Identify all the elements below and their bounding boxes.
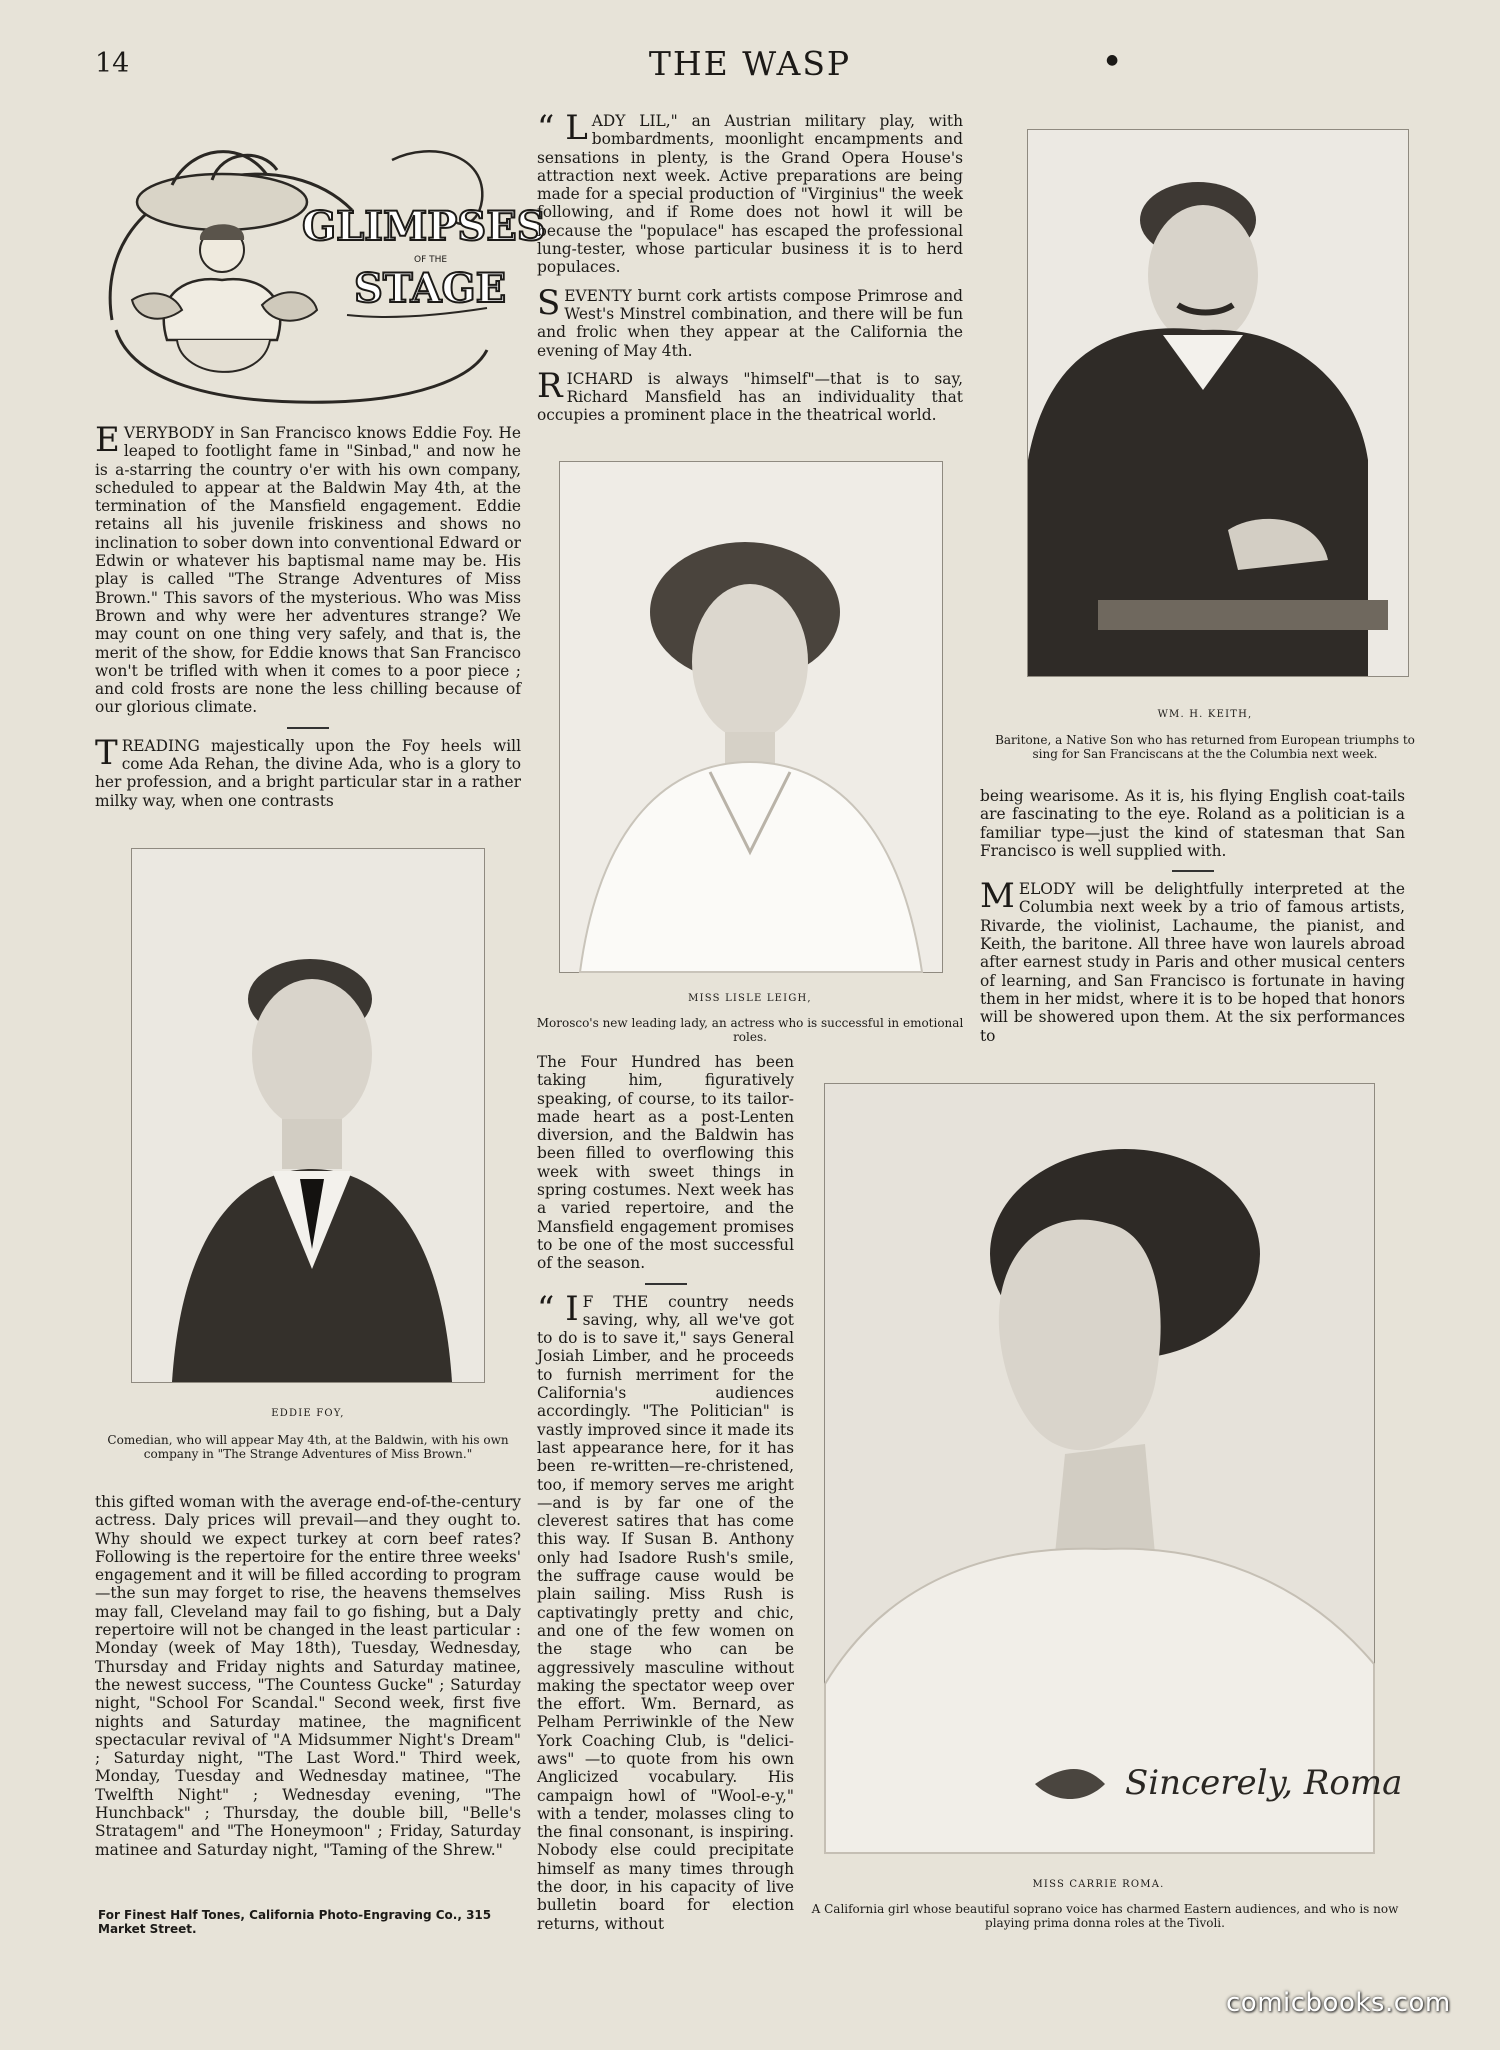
dropcap-foy: E — [95, 420, 120, 460]
column-2-top — [537, 108, 963, 435]
dropcap-melody: M — [980, 876, 1015, 917]
caption-eddie-foy: Comedian, who will appear May 4th, at the Baldwin, with his own company in "The Strange Adventures of Miss Brown." — [107, 1433, 509, 1461]
lisle-leigh-photo — [559, 461, 943, 973]
engraving-credit: For Finest Half Tones, California Photo-Engraving Co., 315 Market Street. — [98, 1908, 492, 1936]
roma-signature: Sincerely, Roma — [1125, 1763, 1403, 1803]
article-foy — [95, 420, 521, 820]
ornament-dot: ● — [1106, 52, 1119, 68]
eddie-foy-photo — [131, 848, 485, 1383]
separator — [287, 727, 329, 729]
article-rehan-continued — [95, 1493, 521, 1869]
caption-wm-keith: Baritone, a Native Son who has returned from European triumphs to sing for San Franciscans at the the Columbia next week. — [995, 733, 1415, 761]
portrait-eddie-foy — [132, 849, 484, 1382]
caption-name-wm-keith: WM. H. KEITH, — [1157, 709, 1253, 720]
article-four-hundred-text: The Four Hundred has been taking him, figuratively speaking, of course, to its tailor-made heart as a post-Lenten diversion, and the Baldwin has been filled to overflowing this week with sweet things in spring costumes. Next week has a varied repertoire, and the Mansfield engagement promises to be one of the most successful of the season. — [537, 1053, 794, 1273]
portrait-wm-keith — [1028, 130, 1408, 676]
article-rehan-text-1: READING majestically upon the Foy heels will come Ada Rehan, the divine Ada, who is a glory to her profession, and a bright particular star in a rather milky way, when one contrasts — [95, 736, 521, 810]
portrait-lisle-leigh — [560, 462, 942, 972]
watermark: comicbooks.com — [1226, 1988, 1451, 2018]
article-mansfield-text: ICHARD is always "himself"—that is to say, Richard Mansfield has an individuality that occupies a prominent place in the theatrical world. — [537, 369, 963, 425]
masthead: THE WASP — [648, 44, 852, 83]
caption-name-lisle-leigh: MISS LISLE LEIGH, — [688, 993, 812, 1004]
article-lady-lil-text: ADY LIL," an Austrian military play, with bombardments, moonlight encampments and sensations in plenty, is the Grand Opera House's attraction next week. Active preparations are being made for a special production of "Virginius" the week following, and if Rome does not howl it will be because the "populace" has escaped the professional lung-tester, whose particular business it is to herd populaces. — [537, 112, 963, 277]
logo-word-stage: STAGE — [354, 265, 507, 312]
page-number: 14 — [95, 48, 130, 79]
carrie-roma-photo — [824, 1083, 1403, 1854]
article-four-hundred — [537, 1053, 794, 1943]
column-3-text — [980, 787, 1405, 1055]
caption-carrie-roma: A California girl whose beautiful soprano voice has charmed Eastern audiences, and who is now playing prima donna roles at the Tivoli. — [811, 1902, 1399, 1930]
logo-illustration — [92, 140, 546, 412]
dropcap-mansfield: R — [537, 365, 563, 406]
separator — [1172, 870, 1214, 872]
dropcap-politician: “ I — [537, 1288, 579, 1329]
logo-word-glimpses: GLIMPSES — [302, 203, 546, 250]
wm-keith-photo — [1027, 129, 1409, 677]
caption-name-eddie-foy: EDDIE FOY, — [271, 1408, 345, 1419]
article-keith-cont-text: being wearisome. As it is, his flying English coat-tails are fascinating to the eye. Roland as a politician is a familiar type—just the kind of statesman that San Francisco is well supplied with. — [980, 787, 1405, 860]
article-melody-text: ELODY will be delightfully interpreted at the Columbia next week by a trio of famous artists, Rivarde, the violinist, Lachaume, the pianist, and Keith, the baritone. All three have won laurels abroad after earnest study in Paris and other musical centers of learning, and San Francisco is fortunate in having them in her midst, where it is to be hoped that honors will be showered upon them. At the six performances to — [980, 880, 1405, 1045]
portrait-carrie-roma — [825, 1084, 1403, 1853]
caption-name-carrie-roma: MISS CARRIE ROMA. — [1032, 1879, 1165, 1890]
glimpses-of-the-stage-logo — [92, 140, 546, 412]
dropcap-lady-lil: “ L — [537, 108, 588, 148]
separator — [645, 1283, 687, 1285]
caption-lisle-leigh: Morosco's new leading lady, an actress who is successful in emotional roles. — [536, 1016, 964, 1044]
article-rehan-text-2: this gifted woman with the average end-of-the-century actress. Daly prices will prevail—and they ought to. Why should we expect turkey at corn beef rates? Following is the repertoire for the entire three weeks' engagement and it will be filled according to program—the sun may forget to rise, the heavens themselves may fall, Cleveland may fail to go fishing, but a Daly repertoire will not be changed in the least particular : Monday (week of May 18th), Tuesday, Wednesday, Thursday and Friday nights and Saturday matinee, the newest success, "The Countess Gucke" ; Saturday night, "School For Scandal." Second week, first five nights and Saturday matinee, the magnificent spectacular revival of "A Midsummer Night's Dream" ; Saturday night, "The Last Word." Third week, Monday, Tuesday and Wednesday matinee, "The Twelfth Night" ; Wednesday evening, "The Hunchback" ; Thursday, the double bill, "Belle's Stratagem" and "The Honeymoon" ; Friday, Saturday matinee and Saturday night, "Taming of the Shrew." — [95, 1493, 521, 1859]
dropcap-minstrel: S — [537, 282, 561, 323]
article-politician-text: F THE country needs saving, why, all we've got to do is to save it," says General Josiah Limber, and he proceeds to furnish merriment for the California's audiences accordingly. "The Politician" is vastly improved since it made its last appearance here, for it has been re-written—re-christened, too, if memory serves me aright—and is by far one of the cleverest satires that has come this way. If Susan B. Anthony only had Isadore Rush's smile, the suffrage cause would be plain sailing. Miss Rush is captivatingly pretty and chic, and one of the few women on the stage who can be aggressively masculine without making the spectator weep over the effort. Wm. Bernard, as Pelham Perriwinkle of the New York Coaching Club, is "delici-aws" —to quote from his own Anglicized vocabulary. His campaign howl of "Wool-e-y," with a tender, molasses cling to the final consonant, is inspiring. Nobody else could precipitate himself as many times through the door, in his capacity of live bulletin board for election returns, without — [537, 1292, 794, 1933]
dropcap-rehan: T — [95, 732, 118, 773]
logo-of-the: OF THE — [414, 255, 448, 265]
article-foy-text: VERYBODY in San Francisco knows Eddie Foy. He leaped to footlight fame in "Sinbad," and now he is a-starring the country o'er with his own company, scheduled to appear at the Baldwin May 4th, at the termination of the Mansfield engagement. Eddie retains all his juvenile friskiness and shows no inclination to sober down into conventional Edward or Edwin or whatever his baptismal name may be. His play is called "The Strange Adventures of Miss Brown." This savors of the mysterious. Who was Miss Brown and why were her adventures strange? We may count on one thing very safely, and that is, the merit of the show, for Eddie knows that San Francisco won't be trifled with when it comes to a poor piece ; and cold frosts are none the less chilling because of our glorious climate. — [95, 424, 521, 717]
article-minstrel-text: EVENTY burnt cork artists compose Primrose and West's Minstrel combination, and there will be fun and frolic when they appear at the California the evening of May 4th. — [537, 286, 963, 360]
